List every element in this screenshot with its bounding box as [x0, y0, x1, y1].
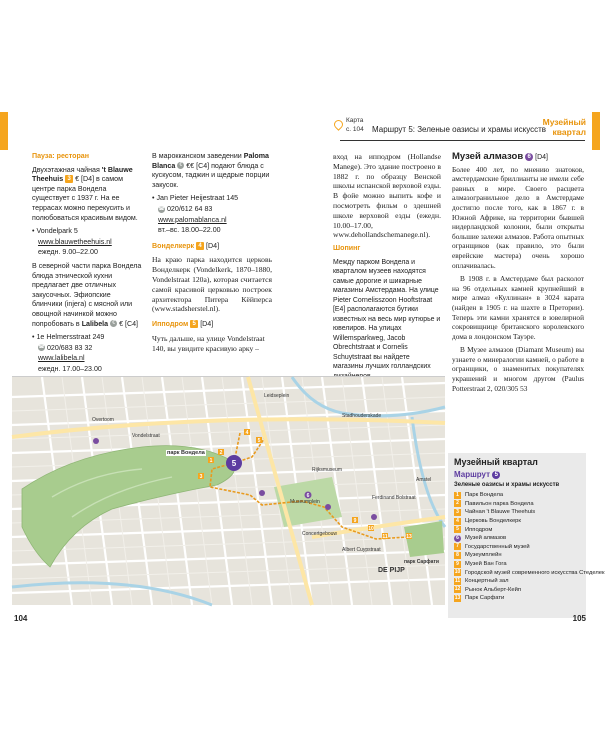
diamond-p1: Более 400 лет, по мнению знатоков, амстердамские бриллианты не имели себе равных в мире. Своего расцвета алмазогранильное дело в Амстердаме достигло после того, как в 1867 г. в Южной Африке, на территории бывшей нидерландской колонии, были открыты большие залежи алмазов. Работа опытных огранщиков (как правило, это были еврейские мастера) очень хорошо оплачивалась.: [452, 164, 584, 270]
svg-text:2: 2: [219, 450, 223, 456]
svg-text:5: 5: [257, 438, 261, 444]
legend-route-row: [454, 470, 500, 479]
hippodrome-text: Чуть дальше, на улице Vondelstraat 140, вы увидите красивую арку –: [152, 333, 265, 353]
map-label-stadhouderskade: Stadhouderskade: [342, 413, 382, 419]
legend-item-number: 4: [454, 518, 461, 525]
legend-item: [454, 560, 582, 569]
paloma-phone: 020/612 64 83: [166, 204, 213, 213]
paloma-price: €€ [C4]: [186, 161, 210, 170]
legend-route-label: Маршрут: [454, 470, 491, 479]
legend-item-number: 8: [454, 552, 461, 559]
map-label-sarphati: парк Сарфати: [404, 559, 439, 565]
map-label-museumplein: Museumplein: [290, 499, 320, 505]
hippodrome-continued: вход на ипподром (Hollandse Manege). Это здание построено в 1882 г. по образцу Венской школы испанской верховой езды. В фойе можно выпить кофе и посмотреть фильм о здешней школе верховой езды (ежедн. 10.00–17.00, www.dehollandschemanege.nl).: [333, 152, 441, 240]
svg-text:13: 13: [406, 534, 412, 540]
legend-item-number: 3: [454, 509, 461, 516]
section-title-line1: Музейный: [542, 117, 586, 127]
legend-item: [454, 534, 582, 543]
map-label-ferdinand: Ferdinand Bolstraat: [372, 495, 416, 501]
vondelkerk-heading: Вонделкерк: [152, 241, 195, 250]
map-label-amstel: Amstel: [416, 477, 432, 483]
shopping-heading: Шопинг: [333, 244, 361, 253]
theehuis-address: Vondelpark 5: [36, 227, 78, 236]
legend-item-label: Парк Вондела: [465, 492, 504, 499]
diamond-museum-badge: 6: [525, 153, 533, 161]
right-page-tab: [592, 112, 600, 150]
legend-item: [454, 577, 582, 586]
paloma-name: Paloma Blanca: [152, 152, 269, 170]
legend-item-number: 10: [454, 569, 461, 576]
map-label-leidse: Leidseplein: [264, 393, 290, 399]
map-route-number: 5: [231, 459, 237, 468]
lalibela-intro: В северной части парка Вондела блюда этнической кухни предлагает две отличных закусочных. Эфиопские блинчики (injera) с мясной или овощной начинкой можно попробовать в: [32, 261, 142, 328]
legend-item: [454, 568, 605, 577]
legend-item-label: Концертный зал: [465, 578, 509, 585]
map-label-de-pijp: DE PIJP: [378, 567, 405, 574]
column-restaurants: Пауза: ресторан Двухэтажная чайная 't Blauwe Theehuis 3 € [D4] в самом центре парка Вондела существует с 1937 г. На ее террасах можно перекусить и полюбоваться красивым видом. • Vondelpark 5 www.blauwetheehuis.nl ежедн. 9.00–22.00 В северной части парка Вондела блюда этнической кухни предлагает две отличных закусочных. Эфиопские блинчики (injera) с мясной или овощной начинкой можно попробовать в Lalibela € € [C4] • 1e Helmersstraat 249 ☎ 020/683 83 32 www.lalibela.nl ежедн. 17.00–23.00: [32, 152, 142, 373]
theehuis-price: € [D4]: [75, 175, 95, 184]
legend-item-label: Государственный музей: [465, 543, 530, 550]
legend-item-number: 6: [454, 535, 461, 542]
lalibela-price: € [C4]: [119, 319, 139, 328]
hippodrome-badge: 5: [190, 320, 198, 328]
diamond-museum-heading: Музей алмазов: [452, 151, 524, 162]
legend-item-label: Церковь Вонделкерк: [465, 518, 521, 525]
theehuis-address-row: • Vondelpark 5: [32, 227, 78, 236]
legend-item-label: Городской музей современного искусства Стеделек: [465, 569, 605, 576]
paloma-address: Jan Pieter Heijestraat 145: [156, 194, 239, 203]
column-sights: В марокканском заведении Paloma Blanca € €€ [C4] подают блюда с кускусом, таджин и щедрые порции закусок. • Jan Pieter Heijestraat 145 ☎ 020/612 64 83 www.palomablanca.nl вт.–вс. 18.00–22.00 Вонделкерк 4 [D4] На краю парка находится церковь Вонделкерк (Vondelkerk, 1870–1880, Vondelstraat 120a), которая считается самой красивой церковью построек архитектора Питера Кёйперса (www.stadsherstel.nl). Ипподром 5 [D4] Чуть дальше, на улице Vondelstraat 140, вы увидите красивую арку –: [152, 152, 272, 353]
paloma-intro: В марокканском заведении: [152, 152, 244, 160]
column-diamond-museum: [452, 152, 584, 397]
svg-text:6: 6: [306, 493, 310, 499]
legend-route-badge: 5: [492, 471, 500, 479]
legend-item-number: 5: [454, 526, 461, 533]
legend-item: [454, 594, 582, 603]
lalibela-address: 1e Helmersstraat 249: [36, 333, 105, 342]
page-number-right: 105: [572, 614, 586, 623]
svg-text:4: 4: [245, 430, 249, 436]
theehuis-badge: 3: [65, 175, 73, 183]
legend-subtitle: Зеленые оазисы и храмы искусств: [454, 482, 560, 488]
map-label-concert: Concertgebouw: [302, 531, 338, 537]
euro-icon: €: [177, 162, 184, 169]
left-page-tab: [0, 112, 8, 150]
header-rule: [340, 140, 585, 141]
legend-item: [454, 525, 582, 534]
shopping-text: Между парком Вондела и кварталом музеев находятся самые дорогие и шикарные магазины Амстердама. На улице Pieter Cornelisszoon Hooftstraat [E4] располагаются бутики известных на весь мир кутюрье и ювелиров. На улицах Willemsparkweg, Jacob Obrechtstraat и Cornelis Schuytstraat вы найдете магазины лучших голландских: [333, 258, 441, 371]
legend-item: [454, 491, 582, 500]
route-map[interactable]: [12, 376, 445, 605]
legend-item: [454, 551, 582, 560]
column-shopping: [333, 152, 441, 385]
legend-item: [454, 508, 582, 517]
theehuis-desc: в самом центре парка Вондела существует с 1937 г. На ее террасах можно перекусить и полюбоваться красивым видом.: [32, 175, 138, 222]
map-label-albert: Albert Cuypstraat: [342, 547, 381, 553]
theehuis-name: 't Blauwe Theehuis: [32, 165, 133, 184]
legend-item-number: 11: [454, 577, 461, 584]
section-title-line2: квартал: [552, 127, 586, 137]
hippodrome-heading: Ипподром: [152, 320, 189, 329]
svg-text:11: 11: [382, 534, 388, 540]
euro-icon: €: [110, 320, 117, 327]
map-label-overtoom: Overtoom: [92, 417, 114, 423]
theehuis-intro: Двухэтажная чайная: [32, 165, 102, 174]
map-label-vondelstraat: Vondelstraat: [132, 433, 160, 439]
diamond-p3: В Музее алмазов (Diamant Museum) вы узнаете о минералогии камней, о работе в огранщики, о знаменитых покупателях украшений и многом другом (Paulus Potterstraat 2, 020/305 53: [452, 345, 584, 393]
phone-icon: ☎: [158, 205, 165, 212]
legend-item-number: 9: [454, 561, 461, 568]
phone-icon: ☎: [38, 344, 45, 351]
legend-item-label: Чайная 't Blauwe Theehuis: [465, 509, 536, 516]
theehuis-hours: ежедн. 9.00–22.00: [38, 248, 98, 257]
hippodrome-grid: [D4]: [200, 320, 214, 329]
lalibela-phone: 020/683 83 32: [46, 343, 93, 352]
legend-item-number: 12: [454, 586, 461, 593]
vondelkerk-text: На краю парка находится церковь Вонделкерк (Vondelkerk, 1870–1880, Vondelstraat 120a), которая считается самой красивой церковью построек архитектора Питера Кёйперса (www.stadsherstel.nl).: [152, 255, 272, 314]
legend-item-label: Музей алмазов: [465, 535, 507, 542]
vondelkerk-grid: [D4]: [206, 241, 220, 250]
lalibela-url[interactable]: www.lalibela.nl: [38, 354, 85, 363]
legend-item-label: Парк Сарфати: [465, 595, 505, 602]
paloma-hours: вт.–вс. 18.00–22.00: [158, 226, 221, 235]
svg-text:1: 1: [209, 458, 213, 464]
route-header: [334, 117, 586, 141]
legend-list: [454, 491, 605, 603]
legend-item: [454, 517, 582, 526]
paloma-desc: подают блюда с кускусом, таджин и щедрые порции закусок.: [152, 161, 270, 189]
route-title: Маршрут 5: Зеленые оазисы и храмы искусств: [372, 125, 547, 134]
vondelkerk-badge: 4: [196, 242, 204, 250]
legend-item-number: 2: [454, 500, 461, 507]
legend-item-number: 13: [454, 594, 461, 601]
map-label-park: парк Вондела: [167, 450, 205, 456]
legend-item-label: Рынок Альберт-Кейп: [465, 586, 522, 593]
legend-item-label: Музей Ван Гога: [465, 561, 507, 568]
svg-text:3: 3: [199, 474, 203, 480]
legend-item-label: Музеумплейн: [465, 552, 502, 559]
legend-item-label: Ипподром: [465, 526, 493, 533]
route-legend: [448, 453, 605, 618]
theehuis-url[interactable]: www.blauwetheehuis.nl: [38, 237, 112, 246]
diamond-p2: В 1908 г. в Амстердаме был расколот на 96 отдельных камней крупнейший в мире алмаз «Куллинан» в 3024 карата (найден в 1905 г. на шахте в Претории). Теперь эти камни хранятся в ювелирной сокровищнице британского королевского дома в лондонском Тауэре.: [452, 274, 584, 341]
legend-item-number: 1: [454, 492, 461, 499]
map-label: Карта: [346, 117, 364, 124]
svg-text:9: 9: [353, 518, 357, 524]
pause-heading: Пауза: ресторан: [32, 152, 90, 160]
paloma-paragraph: [152, 152, 272, 190]
legend-item: [454, 543, 582, 552]
map-label-rijks: Rijksmuseum: [312, 467, 343, 473]
legend-item: [454, 500, 582, 509]
diamond-museum-grid: [D4]: [535, 154, 548, 161]
legend-item-label: Павильон парка Вондела: [465, 500, 534, 507]
svg-text:10: 10: [368, 526, 374, 532]
legend-item-number: 7: [454, 543, 461, 550]
legend-title: Музейный квартал: [454, 457, 538, 467]
lalibela-paragraph: [32, 262, 142, 329]
lalibela-name: Lalibela: [81, 319, 109, 328]
paloma-url[interactable]: www.palomablanca.nl: [158, 215, 227, 224]
page-number-left: 104: [14, 614, 28, 623]
lalibela-hours: ежедн. 17.00–23.00: [38, 364, 102, 373]
map-page-ref: с. 104: [346, 126, 364, 133]
map-pin-icon: [332, 118, 345, 131]
theehuis-paragraph: [32, 166, 142, 224]
legend-item: [454, 586, 582, 595]
